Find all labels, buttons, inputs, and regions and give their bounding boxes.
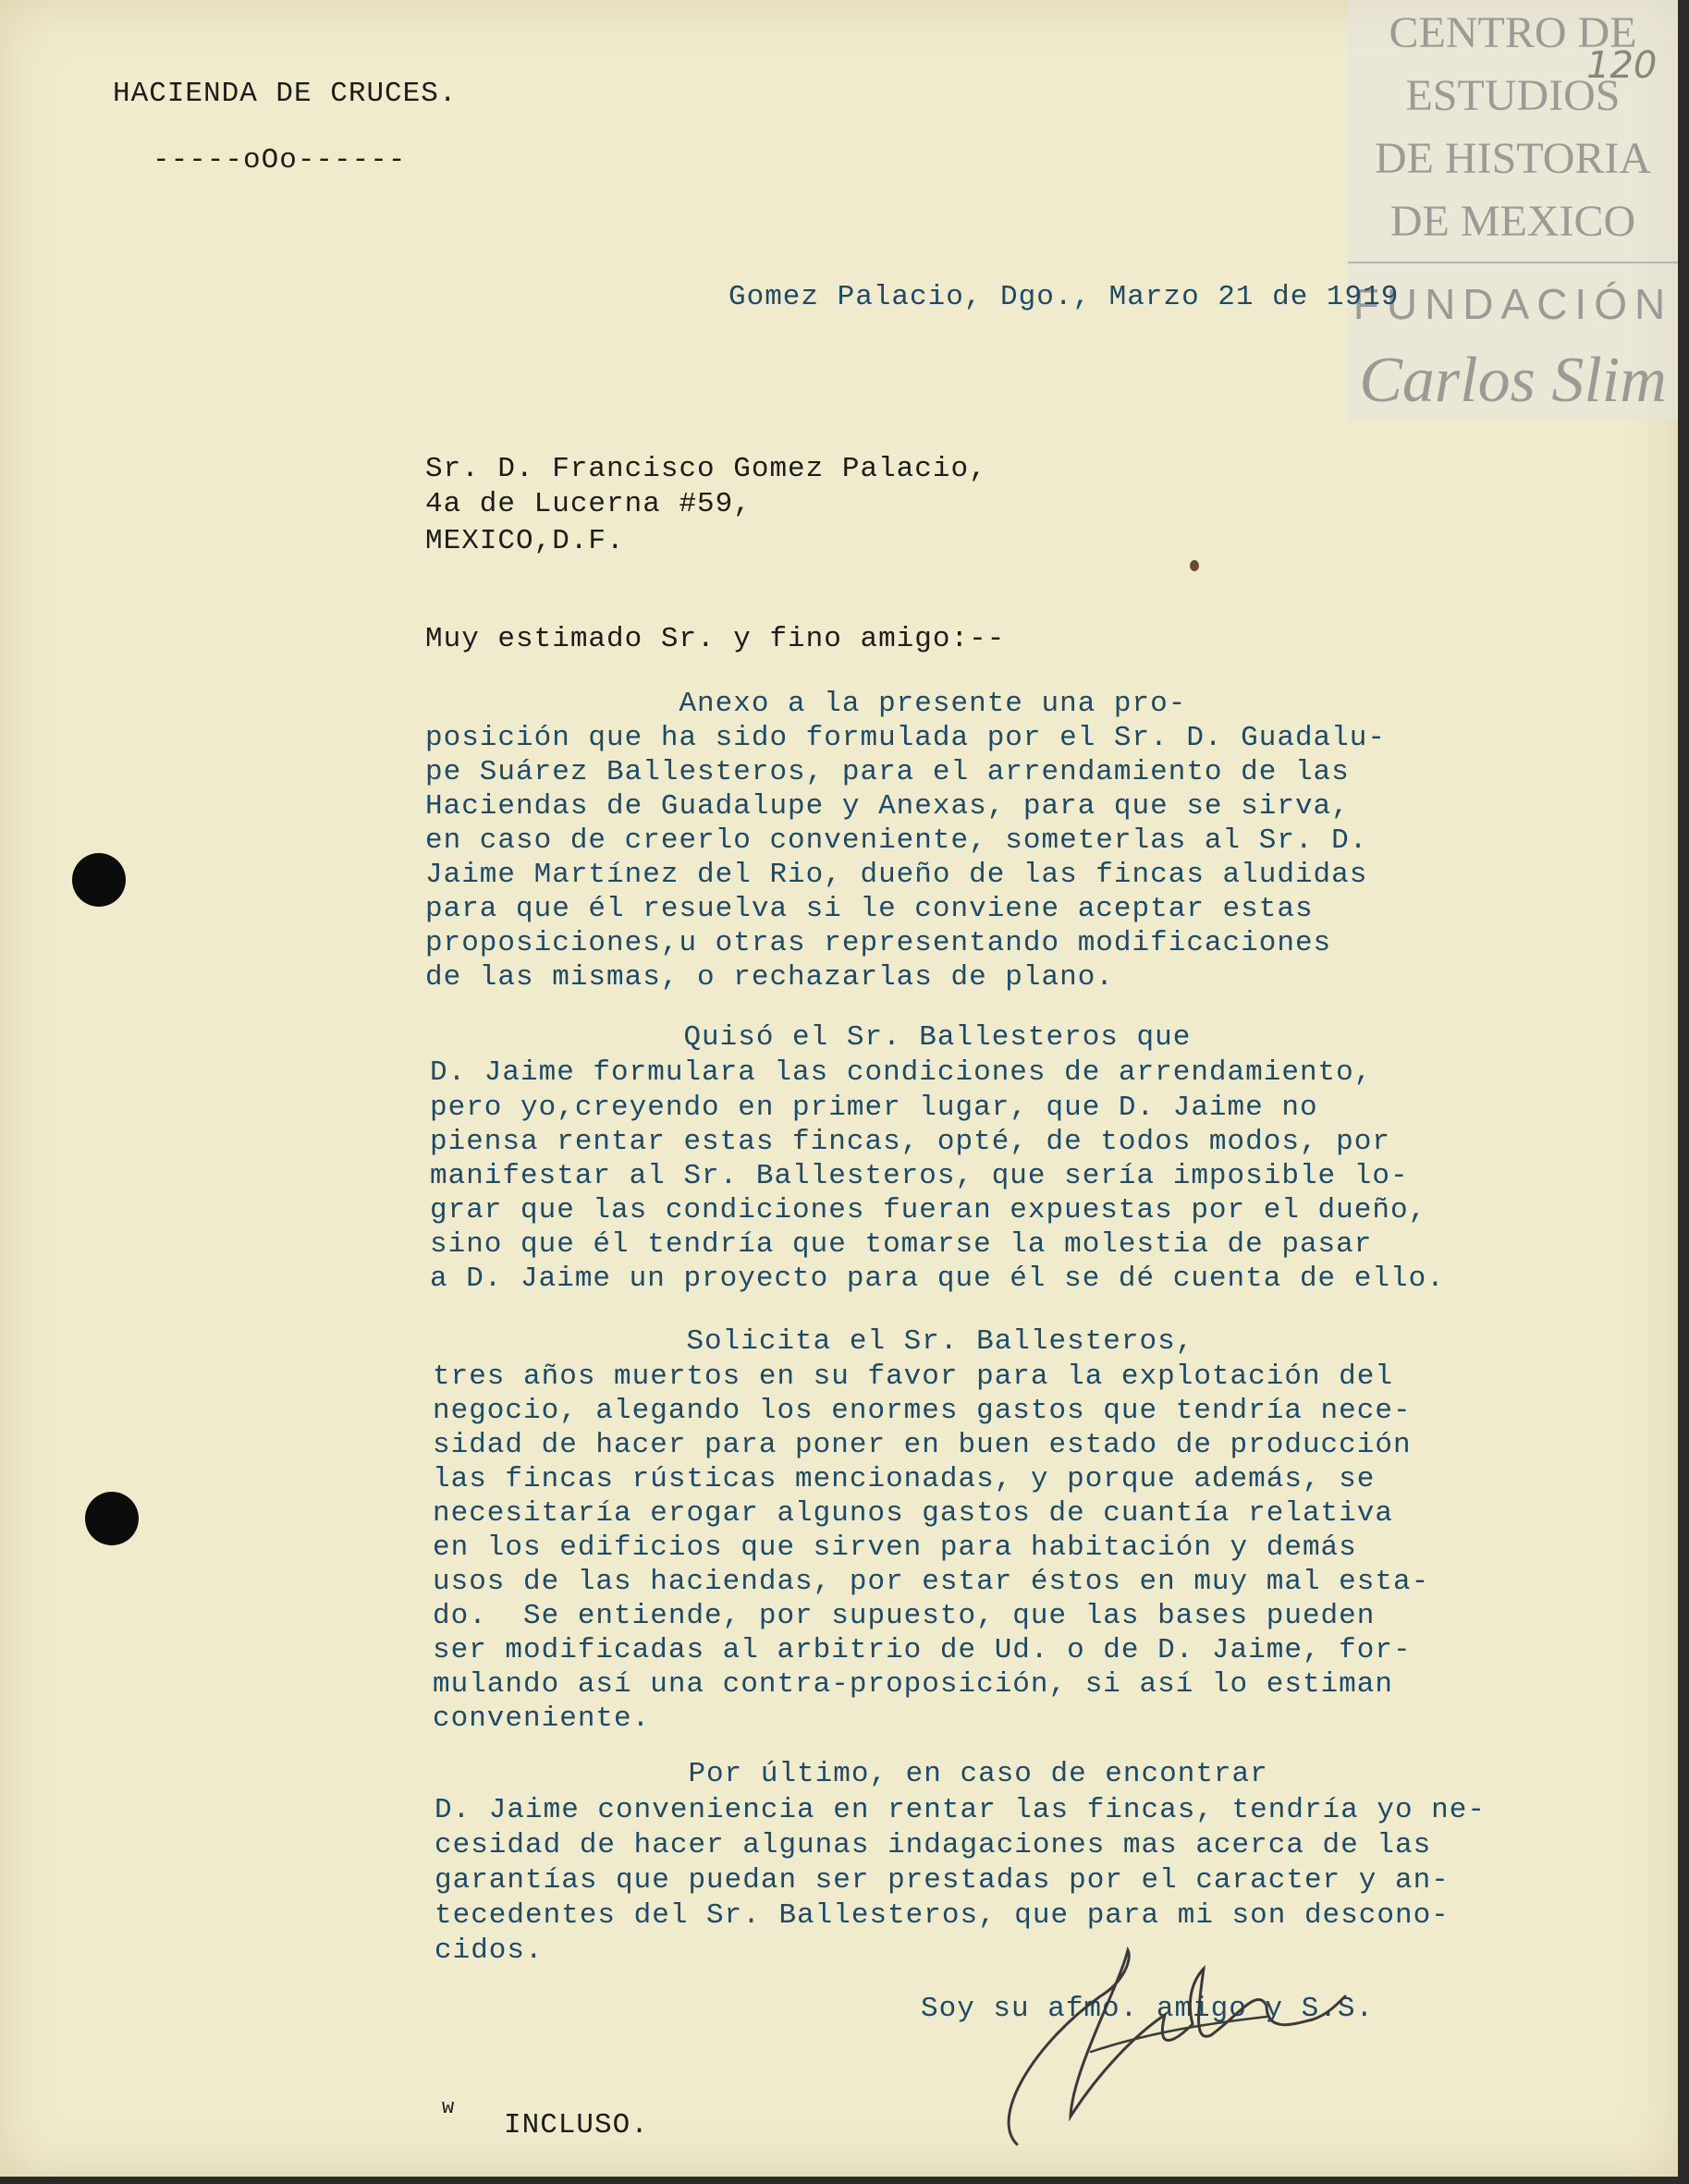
- text-line: D. Jaime formulara las condiciones de arrendamiento,: [430, 1056, 1373, 1089]
- text-line: en caso de creerlo conveniente, someterlas al Sr. D.: [425, 824, 1368, 857]
- stamp-line-2: ESTUDIOS: [1405, 71, 1621, 120]
- text-line: sidad de hacer para poner en buen estado de producción: [433, 1429, 1412, 1461]
- enclosure-note: INCLUSO.: [504, 2109, 649, 2141]
- stamp-name: Carlos Slim: [1359, 345, 1667, 416]
- recipient-line-3: MEXICO,D.F.: [425, 525, 625, 557]
- stamp-line-3: DE HISTORIA: [1374, 134, 1652, 183]
- text-line: Solicita el Sr. Ballesteros,: [433, 1325, 1194, 1358]
- text-line: garantías que puedan ser prestadas por el caracter y an-: [434, 1864, 1450, 1897]
- text-line: grar que las condiciones fueran expuestas por el dueño,: [430, 1194, 1427, 1226]
- text-line: Jaime Martínez del Rio, dueño de las fincas aludidas: [425, 859, 1368, 891]
- header-ornament: -----oOo------: [153, 144, 407, 177]
- text-line: a D. Jaime un proyecto para que él se dé cuenta de ello.: [430, 1263, 1445, 1295]
- text-line: sino que él tendría que tomarse la molestia de pasar: [430, 1228, 1373, 1261]
- page-number: 120: [1586, 44, 1658, 87]
- text-line: do. Se entiende, por supuesto, que las bases pueden: [433, 1600, 1376, 1632]
- text-line: negocio, alegando los enormes gastos que tendría nece-: [433, 1395, 1412, 1427]
- stamp-line-1: CENTRO DE: [1389, 8, 1637, 57]
- recipient-line-2: 4a de Lucerna #59,: [425, 488, 752, 520]
- text-line: pero yo,creyendo en primer lugar, que D. Jaime no: [430, 1092, 1318, 1124]
- closing: Soy su afmo. amigo y S.S.: [921, 1993, 1375, 2025]
- text-line: cesidad de hacer algunas indagaciones mas acerca de las: [434, 1829, 1432, 1861]
- text-line: para que él resuelva si le conviene aceptar estas: [425, 893, 1314, 925]
- text-line: las fincas rústicas mencionadas, y porque además, se: [433, 1463, 1376, 1495]
- text-line: posición que ha sido formulada por el Sr. D. Guadalu-: [425, 722, 1386, 754]
- text-line: tres años muertos en su favor para la explotación del: [433, 1360, 1393, 1393]
- text-line: de las mismas, o rechazarlas de plano.: [425, 961, 1114, 994]
- text-line: Quisó el Sr. Ballesteros que: [430, 1021, 1192, 1054]
- text-line: ser modificadas al arbitrio de Ud. o de D. Jaime, for-: [433, 1634, 1412, 1666]
- text-line: pe Suárez Ballesteros, para el arrendamiento de las: [425, 756, 1350, 788]
- text-line: proposiciones,u otras representando modificaciones: [425, 927, 1332, 959]
- text-line: Por último, en caso de encontrar: [434, 1758, 1268, 1790]
- text-line: manifestar al Sr. Ballesteros, que sería imposible lo-: [430, 1160, 1409, 1192]
- stamp-foundation: FUNDACIÓN: [1352, 280, 1673, 328]
- signature: [961, 1932, 1350, 2153]
- punch-hole-top: [72, 853, 126, 907]
- text-line: en los edificios que sirven para habitación y demás: [433, 1531, 1357, 1564]
- text-line: Anexo a la presente una pro-: [425, 688, 1187, 720]
- text-line: Haciendas de Guadalupe y Anexas, para que se sirva,: [425, 790, 1350, 823]
- text-line: conveniente.: [433, 1702, 651, 1735]
- text-line: cidos.: [434, 1934, 544, 1967]
- punch-hole-bottom: [85, 1492, 139, 1545]
- enclosure-mark: w: [442, 2096, 456, 2119]
- text-line: necesitaría erogar algunos gastos de cuantía relativa: [433, 1497, 1393, 1530]
- text-line: mulando así una contra-proposición, si así lo estiman: [433, 1668, 1393, 1701]
- text-line: D. Jaime conveniencia en rentar las fincas, tendría yo ne-: [434, 1794, 1486, 1826]
- stamp-divider: [1348, 262, 1678, 263]
- text-line: tecedentes del Sr. Ballesteros, que para mi son descono-: [434, 1899, 1450, 1932]
- ink-spot: [1190, 560, 1199, 571]
- stamp-line-4: DE MEXICO: [1389, 197, 1636, 246]
- recipient-line-1: Sr. D. Francisco Gomez Palacio,: [425, 453, 987, 485]
- text-line: piensa rentar estas fincas, opté, de todos modos, por: [430, 1126, 1390, 1158]
- date-line: Gomez Palacio, Dgo., Marzo 21 de 1919: [728, 281, 1400, 313]
- company-header: HACIENDA DE CRUCES.: [113, 78, 458, 110]
- text-line: usos de las haciendas, por estar éstos en muy mal esta-: [433, 1566, 1430, 1598]
- salutation: Muy estimado Sr. y fino amigo:--: [425, 623, 1006, 655]
